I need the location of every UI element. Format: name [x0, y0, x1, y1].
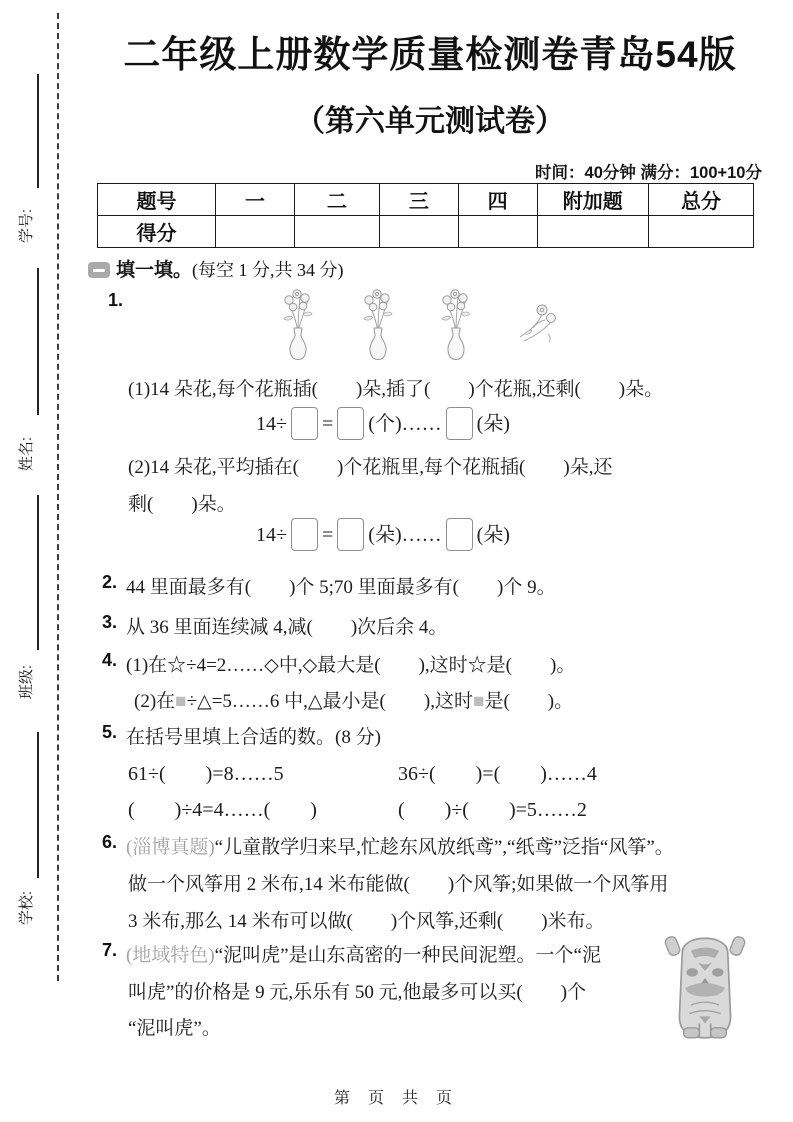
clay-tiger-icon — [662, 934, 748, 1042]
name-label: 姓名: — [18, 436, 35, 472]
score-table-header-cell: 四 — [458, 184, 537, 216]
q5-item-4: ( )÷( )=5……2 — [398, 799, 587, 821]
score-table-header-cell: 附加题 — [537, 184, 649, 216]
q4-line2-text: =5……6 中, — [211, 691, 308, 712]
minus-badge-icon — [88, 262, 110, 278]
school-fill-line — [37, 732, 39, 878]
q1-equation-1 — [100, 405, 666, 444]
score-cell — [537, 216, 649, 248]
q1-eq1-unit-dots: (个)…… — [368, 413, 442, 435]
score-row-label: 得分 — [98, 216, 216, 248]
class-label: 班级: — [18, 664, 35, 700]
q4-line2 — [134, 686, 573, 713]
q5-item-1: 61÷( )=8……5 — [128, 763, 284, 785]
score-table-header-cell: 二 — [294, 184, 379, 216]
answer-box — [291, 518, 318, 551]
q6-line1-text: “儿童散学归来早,忙趁东风放纸鸢”,“纸鸢”泛指“风筝”。 — [214, 837, 674, 858]
q2-number: 2. — [102, 572, 118, 592]
q4-line1: (1)在☆÷4=2……◇中,◇最大是( ),这时☆是( )。 — [126, 655, 576, 676]
answer-box — [337, 407, 364, 440]
time-score-note: 时间：40分钟 满分：100+10分 — [535, 164, 762, 182]
q6-line3: 3 米布,那么 14 米布可以做( )个风筝,还剩( )米布。 — [128, 911, 605, 932]
score-cell — [458, 216, 537, 248]
q1-eq2-equals: = — [322, 524, 334, 546]
answer-box — [337, 518, 364, 551]
q4-line2-text: ÷ — [186, 691, 198, 712]
school-label: 学校: — [18, 890, 35, 926]
q4-number: 4. — [102, 650, 118, 670]
q1-part2-line2: 剩( )朵。 — [128, 494, 236, 515]
name-fill-line — [37, 268, 39, 415]
answer-box — [446, 407, 473, 440]
q1-eq1-remainder-unit: (朵) — [476, 413, 510, 435]
score-table-header-row — [98, 184, 754, 216]
q7-line1-text: “泥叫虎”是山东高密的一种民间泥塑。一个“泥 — [214, 945, 601, 966]
flower-bunch-icon — [512, 300, 560, 348]
q3-number: 3. — [102, 612, 118, 632]
section-1-points: (每空 1 分,共 34 分) — [192, 260, 344, 280]
flower-vase-icon — [280, 287, 316, 360]
page-subtitle: （第六单元测试卷） — [295, 105, 565, 138]
q7-number: 7. — [102, 940, 118, 960]
score-table-header-cell: 三 — [380, 184, 459, 216]
q1-part1-text: (1)14 朵花,每个花瓶插( )朵,插了( )个花瓶,还剩( )朵。 — [128, 379, 664, 400]
score-cell — [649, 216, 754, 248]
square-shape-icon: ■ — [472, 691, 485, 712]
q6-line1 — [126, 832, 674, 859]
section-1-heading — [88, 255, 344, 282]
flower-vase-icon — [438, 287, 474, 360]
flower-vase-icon — [360, 287, 396, 360]
q7-source-tag: (地域特色) — [126, 945, 215, 966]
q1-part2-line1: (2)14 朵花,平均插在( )个花瓶里,每个花瓶插( )朵,还 — [128, 457, 613, 478]
page-title: 二年级上册数学质量检测卷青岛54版 — [123, 34, 737, 75]
student-id-fill-line — [37, 74, 39, 188]
q5-number: 5. — [102, 722, 118, 742]
score-cell — [380, 216, 459, 248]
q5-item-2: 36÷( )=( )……4 — [398, 763, 597, 785]
q1-eq2-unit-dots: (朵)…… — [368, 524, 442, 546]
q5-title: 在括号里填上合适的数。(8 分) — [126, 727, 381, 748]
dashed-cut-line — [57, 13, 59, 981]
q1-equation-2 — [100, 516, 666, 555]
answer-box — [446, 518, 473, 551]
q6-line2: 做一个风筝用 2 米布,14 米布能做( )个风筝;如果做一个风筝用 — [128, 874, 669, 895]
score-table-header-cell: 总分 — [649, 184, 754, 216]
q1-eq1-equals: = — [322, 413, 334, 435]
score-table-header-cell: 题号 — [98, 184, 216, 216]
q1-eq2-dividend: 14÷ — [256, 524, 288, 546]
score-table-header-cell: 一 — [216, 184, 295, 216]
q7-line1 — [126, 940, 601, 967]
page-footer: 第 页 共 页 — [333, 1090, 459, 1107]
square-shape-icon: ■ — [175, 691, 187, 712]
section-1-title: 填一填。 — [116, 260, 193, 281]
q1-number: 1. — [108, 290, 124, 310]
q1-eq2-remainder-unit: (朵) — [476, 524, 510, 546]
triangle-shape-icon: △ — [307, 691, 323, 712]
score-cell — [294, 216, 379, 248]
q4-line2-text: (2)在 — [134, 691, 176, 712]
q5-item-3: ( )÷4=4……( ) — [128, 799, 317, 821]
q7-line2: 叫虎”的价格是 9 元,乐乐有 50 元,他最多可以买( )个 — [128, 982, 587, 1003]
score-table-score-row — [98, 216, 754, 248]
student-id-label: 学号: — [18, 208, 35, 244]
q3-text: 从 36 里面连续减 4,减( )次后余 4。 — [126, 617, 448, 638]
q6-source-tag: (淄博真题) — [126, 837, 215, 858]
triangle-shape-icon: △ — [197, 691, 212, 712]
q6-number: 6. — [102, 832, 118, 852]
answer-box — [291, 407, 318, 440]
score-cell — [216, 216, 295, 248]
score-table — [97, 183, 754, 248]
q2-text: 44 里面最多有( )个 5;70 里面最多有( )个 9。 — [126, 577, 556, 598]
q1-eq1-dividend: 14÷ — [256, 413, 288, 435]
q7-line3: “泥叫虎”。 — [128, 1018, 221, 1039]
q4-line2-text: 是( )。 — [484, 691, 574, 712]
q4-line2-text: 最小是( ),这时 — [322, 691, 473, 712]
class-fill-line — [37, 495, 39, 650]
